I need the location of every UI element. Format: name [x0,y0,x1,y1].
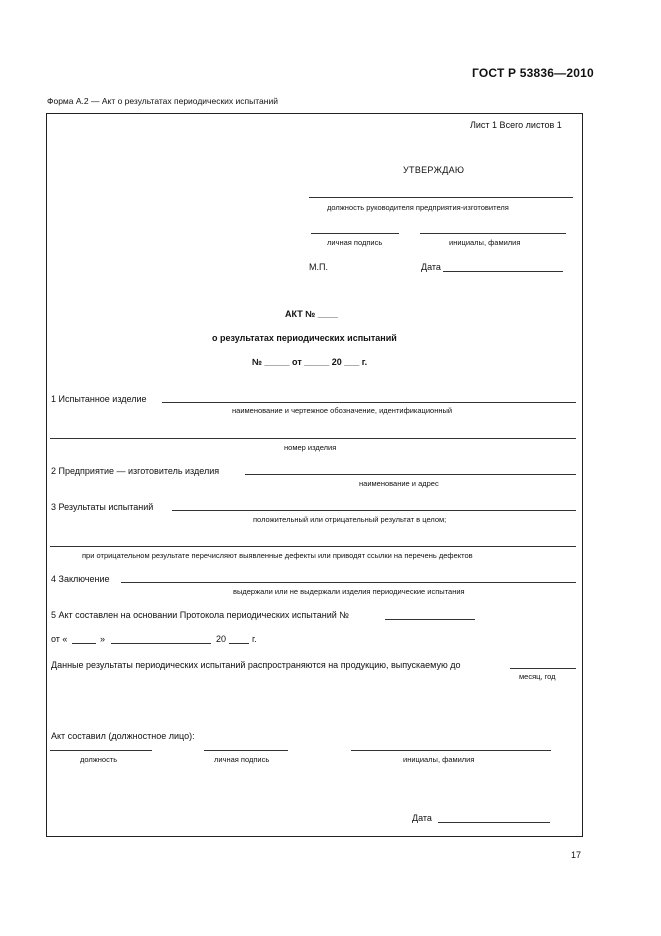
approval-initials-caption: инициалы, фамилия [449,238,521,247]
item5-date-from: от « [51,634,68,644]
compiled-date-line[interactable] [438,822,550,823]
act-number-line: № _____ от _____ 20 ___ г. [252,357,368,367]
item3-field-line[interactable] [172,510,576,511]
form-caption: Форма А.2 — Акт о результатах периодических испытаний [47,96,278,106]
item1-caption: наименование и чертежное обозначение, идентификационный [232,406,453,415]
item2-caption: наименование и адрес [359,479,439,488]
approval-position-line[interactable] [309,197,573,198]
item1-label: 1 Испытанное изделие [51,394,147,404]
item3-caption: положительный или отрицательный результат в целом; [253,515,447,524]
item5-date-mid: » [100,634,106,644]
approval-date-line[interactable] [443,271,563,272]
compiled-position-caption: должность [80,755,118,764]
item5-day-line[interactable] [72,643,96,644]
item3-label: 3 Результаты испытаний [51,502,154,512]
stamp-label: М.П. [309,262,328,272]
item4-field-line[interactable] [121,582,576,583]
sheet-info: Лист 1 Всего листов 1 [470,120,562,130]
item2-label: 2 Предприятие — изготовитель изделия [51,466,220,476]
item3-field-line-2[interactable] [50,546,576,547]
item5-year: 20 [216,634,227,644]
page-number: 17 [571,850,582,860]
act-title: АКТ № ____ [285,309,338,319]
compiled-position-line[interactable] [50,750,152,751]
item5-label: 5 Акт составлен на основании Протокола периодических испытаний № [51,610,349,620]
compiled-signature-caption: личная подпись [214,755,270,764]
distribution-date-line[interactable] [510,668,576,669]
item1-field-line-2[interactable] [50,438,576,439]
compiled-initials-line[interactable] [351,750,551,751]
compiled-date-label: Дата [412,813,432,823]
compiled-initials-caption: инициалы, фамилия [403,755,475,764]
item4-label: 4 Заключение [51,574,110,584]
approval-position-caption: должность руководителя предприятия-изготовителя [327,203,509,212]
distribution-text: Данные результаты периодических испытаний распространяются на продукцию, выпускаемую до [51,660,461,670]
item5-month-line[interactable] [111,643,211,644]
approval-signature-caption: личная подпись [327,238,383,247]
item5-protocol-number-line[interactable] [385,619,475,620]
compiled-signature-line[interactable] [204,750,288,751]
item2-field-line[interactable] [245,474,576,475]
item4-caption: выдержали или не выдержали изделия периодические испытания [233,587,465,596]
item3-caption-2: при отрицательном результате перечисляют выявленные дефекты или приводят ссылки на перечень дефектов [82,551,473,560]
approval-title: УТВЕРЖДАЮ [403,165,465,175]
standard-number: ГОСТ Р 53836—2010 [472,66,594,80]
item5-year-line[interactable] [229,643,249,644]
item1-caption-2: номер изделия [284,443,337,452]
approval-date-label: Дата [421,262,441,272]
item1-field-line[interactable] [162,402,576,403]
approval-initials-line[interactable] [420,233,566,234]
compiled-label: Акт составил (должностное лицо): [51,731,195,741]
approval-signature-line[interactable] [311,233,399,234]
item5-year-suffix: г. [252,634,257,644]
act-subtitle: о результатах периодических испытаний [212,333,397,343]
distribution-caption: месяц, год [519,672,556,681]
